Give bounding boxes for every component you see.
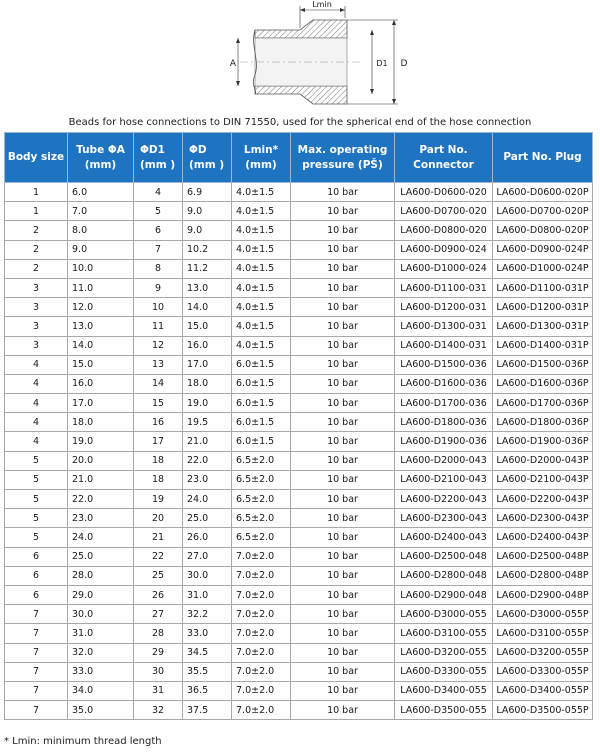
plug-cell: LA600-D1000-024P	[493, 259, 593, 278]
d1-label: D1	[376, 59, 388, 68]
tube-a-cell: 12.0	[68, 298, 134, 317]
pressure-cell: 10 bar	[291, 701, 395, 720]
d-cell: 26.0	[183, 528, 232, 547]
pressure-cell: 10 bar	[291, 259, 395, 278]
table-row	[5, 374, 593, 393]
plug-cell: LA600-D1800-036P	[493, 413, 593, 432]
spec-table	[4, 132, 593, 720]
table-row	[5, 259, 593, 278]
col-plug: Part No. Plug	[493, 133, 593, 183]
tube-a-cell: 29.0	[68, 585, 134, 604]
pressure-cell: 10 bar	[291, 662, 395, 681]
lmin-cell: 4.0±1.5	[232, 202, 291, 221]
d1-cell: 31	[134, 681, 183, 700]
lmin-cell: 6.0±1.5	[232, 394, 291, 413]
table-caption: Beads for hose connections to DIN 71550, used for the spherical end of the hose connection	[68, 117, 532, 128]
plug-cell: LA600-D2500-048P	[493, 547, 593, 566]
footnote: * Lmin: minimum thread length	[4, 736, 162, 747]
connector-cell: LA600-D0600-020	[395, 183, 493, 202]
d-cell: 27.0	[183, 547, 232, 566]
table-row	[5, 202, 593, 221]
connector-cell: LA600-D1700-036	[395, 394, 493, 413]
d1-cell: 11	[134, 317, 183, 336]
body-size-cell: 4	[5, 432, 68, 451]
body-size-cell: 1	[5, 202, 68, 221]
d-cell: 19.5	[183, 413, 232, 432]
table-row	[5, 566, 593, 585]
d-cell: 6.9	[183, 183, 232, 202]
pressure-cell: 10 bar	[291, 509, 395, 528]
d-cell: 19.0	[183, 394, 232, 413]
d1-cell: 26	[134, 585, 183, 604]
d-cell: 32.2	[183, 605, 232, 624]
d1-cell: 6	[134, 221, 183, 240]
lmin-cell: 7.0±2.0	[232, 585, 291, 604]
tube-a-cell: 14.0	[68, 336, 134, 355]
plug-cell: LA600-D1100-031P	[493, 278, 593, 297]
col-d: ΦD (mm )	[183, 133, 232, 183]
connector-cell: LA600-D1000-024	[395, 259, 493, 278]
connector-cell: LA600-D1200-031	[395, 298, 493, 317]
table-row	[5, 451, 593, 470]
table-row	[5, 490, 593, 509]
d1-cell: 13	[134, 355, 183, 374]
table-row	[5, 528, 593, 547]
tube-a-cell: 6.0	[68, 183, 134, 202]
tube-a-cell: 30.0	[68, 605, 134, 624]
connector-cell: LA600-D3100-055	[395, 624, 493, 643]
lmin-cell: 4.0±1.5	[232, 259, 291, 278]
connector-cell: LA600-D1400-031	[395, 336, 493, 355]
tube-a-cell: 33.0	[68, 662, 134, 681]
plug-cell: LA600-D1900-036P	[493, 432, 593, 451]
body-size-cell: 7	[5, 624, 68, 643]
lmin-cell: 6.5±2.0	[232, 451, 291, 470]
pressure-cell: 10 bar	[291, 470, 395, 489]
plug-cell: LA600-D0900-024P	[493, 240, 593, 259]
body-size-cell: 7	[5, 662, 68, 681]
connector-cell: LA600-D0800-020	[395, 221, 493, 240]
plug-cell: LA600-D0700-020P	[493, 202, 593, 221]
col-lmin: Lmin* (mm)	[232, 133, 291, 183]
plug-cell: LA600-D1600-036P	[493, 374, 593, 393]
col-d1: ΦD1 (mm )	[134, 133, 183, 183]
plug-cell: LA600-D3200-055P	[493, 643, 593, 662]
plug-cell: LA600-D3500-055P	[493, 701, 593, 720]
d1-cell: 30	[134, 662, 183, 681]
d-cell: 24.0	[183, 490, 232, 509]
table-row	[5, 432, 593, 451]
d1-cell: 19	[134, 490, 183, 509]
plug-cell: LA600-D1400-031P	[493, 336, 593, 355]
table-row	[5, 547, 593, 566]
d-cell: 15.0	[183, 317, 232, 336]
connector-cell: LA600-D2100-043	[395, 470, 493, 489]
pressure-cell: 10 bar	[291, 278, 395, 297]
lmin-cell: 6.5±2.0	[232, 470, 291, 489]
tube-a-cell: 15.0	[68, 355, 134, 374]
plug-cell: LA600-D2800-048P	[493, 566, 593, 585]
table-row	[5, 394, 593, 413]
connector-cell: LA600-D0700-020	[395, 202, 493, 221]
lmin-cell: 7.0±2.0	[232, 643, 291, 662]
lmin-cell: 4.0±1.5	[232, 317, 291, 336]
pressure-cell: 10 bar	[291, 451, 395, 470]
body-size-cell: 5	[5, 470, 68, 489]
tube-a-cell: 11.0	[68, 278, 134, 297]
body-size-cell: 7	[5, 701, 68, 720]
tube-a-cell: 32.0	[68, 643, 134, 662]
plug-cell: LA600-D0600-020P	[493, 183, 593, 202]
table-body	[5, 183, 593, 720]
col-pressure: Max. operating pressure (PŠ)	[291, 133, 395, 183]
pressure-cell: 10 bar	[291, 681, 395, 700]
body-size-cell: 2	[5, 259, 68, 278]
tube-a-cell: 13.0	[68, 317, 134, 336]
d1-cell: 29	[134, 643, 183, 662]
pressure-cell: 10 bar	[291, 490, 395, 509]
col-connector: Part No. Connector	[395, 133, 493, 183]
d1-cell: 18	[134, 470, 183, 489]
pressure-cell: 10 bar	[291, 547, 395, 566]
pressure-cell: 10 bar	[291, 624, 395, 643]
lmin-cell: 7.0±2.0	[232, 624, 291, 643]
body-size-cell: 3	[5, 298, 68, 317]
connector-cell: LA600-D3300-055	[395, 662, 493, 681]
d1-cell: 25	[134, 566, 183, 585]
d-cell: 34.5	[183, 643, 232, 662]
lmin-cell: 7.0±2.0	[232, 547, 291, 566]
d-cell: 13.0	[183, 278, 232, 297]
d-cell: 31.0	[183, 585, 232, 604]
lmin-cell: 7.0±2.0	[232, 681, 291, 700]
plug-cell: LA600-D2100-043P	[493, 470, 593, 489]
col-tube-a: Tube ΦA (mm)	[68, 133, 134, 183]
lmin-cell: 7.0±2.0	[232, 566, 291, 585]
plug-cell: LA600-D3100-055P	[493, 624, 593, 643]
pressure-cell: 10 bar	[291, 298, 395, 317]
pressure-cell: 10 bar	[291, 585, 395, 604]
d1-cell: 18	[134, 451, 183, 470]
body-size-cell: 5	[5, 490, 68, 509]
pressure-cell: 10 bar	[291, 336, 395, 355]
connector-cell: LA600-D1800-036	[395, 413, 493, 432]
table-row	[5, 605, 593, 624]
d1-cell: 21	[134, 528, 183, 547]
lmin-cell: 4.0±1.5	[232, 278, 291, 297]
d1-cell: 7	[134, 240, 183, 259]
connector-cell: LA600-D2300-043	[395, 509, 493, 528]
d-label: D	[400, 59, 408, 69]
plug-cell: LA600-D2200-043P	[493, 490, 593, 509]
d-cell: 35.5	[183, 662, 232, 681]
tube-a-cell: 20.0	[68, 451, 134, 470]
connector-cell: LA600-D3200-055	[395, 643, 493, 662]
plug-cell: LA600-D2400-043P	[493, 528, 593, 547]
lmin-cell: 4.0±1.5	[232, 298, 291, 317]
body-size-cell: 3	[5, 278, 68, 297]
pressure-cell: 10 bar	[291, 240, 395, 259]
d1-cell: 22	[134, 547, 183, 566]
d1-cell: 12	[134, 336, 183, 355]
d1-cell: 14	[134, 374, 183, 393]
body-size-cell: 1	[5, 183, 68, 202]
pressure-cell: 10 bar	[291, 317, 395, 336]
connector-cell: LA600-D2800-048	[395, 566, 493, 585]
header-row	[5, 133, 593, 183]
tube-a-cell: 19.0	[68, 432, 134, 451]
body-size-cell: 7	[5, 681, 68, 700]
pressure-cell: 10 bar	[291, 221, 395, 240]
body-size-cell: 3	[5, 317, 68, 336]
d-cell: 37.5	[183, 701, 232, 720]
lmin-cell: 7.0±2.0	[232, 701, 291, 720]
d-cell: 25.0	[183, 509, 232, 528]
table-row	[5, 221, 593, 240]
connector-cell: LA600-D1300-031	[395, 317, 493, 336]
connector-cell: LA600-D3000-055	[395, 605, 493, 624]
plug-cell: LA600-D1700-036P	[493, 394, 593, 413]
tube-a-cell: 28.0	[68, 566, 134, 585]
body-size-cell: 6	[5, 547, 68, 566]
table-row	[5, 413, 593, 432]
lmin-cell: 6.5±2.0	[232, 528, 291, 547]
plug-cell: LA600-D1500-036P	[493, 355, 593, 374]
body-size-cell: 6	[5, 585, 68, 604]
connector-cell: LA600-D2900-048	[395, 585, 493, 604]
pressure-cell: 10 bar	[291, 528, 395, 547]
d-cell: 33.0	[183, 624, 232, 643]
lmin-cell: 6.5±2.0	[232, 490, 291, 509]
tube-a-cell: 9.0	[68, 240, 134, 259]
tube-wall-top	[255, 20, 347, 38]
pressure-cell: 10 bar	[291, 202, 395, 221]
lmin-cell: 7.0±2.0	[232, 605, 291, 624]
d1-cell: 27	[134, 605, 183, 624]
d-cell: 23.0	[183, 470, 232, 489]
plug-cell: LA600-D3400-055P	[493, 681, 593, 700]
body-size-cell: 5	[5, 451, 68, 470]
lmin-cell: 6.0±1.5	[232, 413, 291, 432]
table-row	[5, 355, 593, 374]
table-row	[5, 509, 593, 528]
tube-a-cell: 24.0	[68, 528, 134, 547]
bead-drawing	[0, 0, 600, 112]
d-cell: 9.0	[183, 221, 232, 240]
lmin-label: Lmin	[312, 0, 332, 9]
d-cell: 9.0	[183, 202, 232, 221]
body-size-cell: 6	[5, 566, 68, 585]
body-size-cell: 5	[5, 509, 68, 528]
connector-cell: LA600-D2500-048	[395, 547, 493, 566]
connector-cell: LA600-D1100-031	[395, 278, 493, 297]
tube-a-cell: 17.0	[68, 394, 134, 413]
lmin-cell: 6.0±1.5	[232, 374, 291, 393]
d-cell: 17.0	[183, 355, 232, 374]
tube-a-cell: 16.0	[68, 374, 134, 393]
col-body-size: Body size	[5, 133, 68, 183]
d1-cell: 8	[134, 259, 183, 278]
tube-a-cell: 10.0	[68, 259, 134, 278]
tube-a-cell: 8.0	[68, 221, 134, 240]
tube-a-cell: 23.0	[68, 509, 134, 528]
table-row	[5, 681, 593, 700]
pressure-cell: 10 bar	[291, 355, 395, 374]
connector-cell: LA600-D2200-043	[395, 490, 493, 509]
table-row	[5, 585, 593, 604]
d-cell: 21.0	[183, 432, 232, 451]
tube-a-cell: 25.0	[68, 547, 134, 566]
plug-cell: LA600-D1200-031P	[493, 298, 593, 317]
connector-cell: LA600-D3500-055	[395, 701, 493, 720]
d1-cell: 17	[134, 432, 183, 451]
table-row	[5, 183, 593, 202]
body-size-cell: 4	[5, 413, 68, 432]
pressure-cell: 10 bar	[291, 643, 395, 662]
d1-cell: 10	[134, 298, 183, 317]
lmin-cell: 6.0±1.5	[232, 355, 291, 374]
table-row	[5, 643, 593, 662]
table-row	[5, 317, 593, 336]
table-row	[5, 662, 593, 681]
plug-cell: LA600-D3300-055P	[493, 662, 593, 681]
pressure-cell: 10 bar	[291, 605, 395, 624]
d1-cell: 32	[134, 701, 183, 720]
d-cell: 11.2	[183, 259, 232, 278]
connector-cell: LA600-D1600-036	[395, 374, 493, 393]
a-label: A	[229, 59, 237, 69]
connector-cell: LA600-D2400-043	[395, 528, 493, 547]
connector-cell: LA600-D1900-036	[395, 432, 493, 451]
plug-cell: LA600-D0800-020P	[493, 221, 593, 240]
table-row	[5, 240, 593, 259]
d1-cell: 9	[134, 278, 183, 297]
plug-cell: LA600-D2300-043P	[493, 509, 593, 528]
lmin-cell: 4.0±1.5	[232, 240, 291, 259]
table-row	[5, 336, 593, 355]
d-cell: 30.0	[183, 566, 232, 585]
tube-a-cell: 34.0	[68, 681, 134, 700]
lmin-cell: 6.5±2.0	[232, 509, 291, 528]
body-size-cell: 7	[5, 605, 68, 624]
tube-wall-bottom	[255, 86, 347, 104]
tube-a-cell: 31.0	[68, 624, 134, 643]
d1-cell: 15	[134, 394, 183, 413]
lmin-cell: 7.0±2.0	[232, 662, 291, 681]
table-row	[5, 278, 593, 297]
d-cell: 14.0	[183, 298, 232, 317]
connector-cell: LA600-D3400-055	[395, 681, 493, 700]
lmin-cell: 4.0±1.5	[232, 183, 291, 202]
d1-cell: 28	[134, 624, 183, 643]
tube-a-cell: 18.0	[68, 413, 134, 432]
body-size-cell: 3	[5, 336, 68, 355]
pressure-cell: 10 bar	[291, 566, 395, 585]
d-cell: 10.2	[183, 240, 232, 259]
lmin-cell: 4.0±1.5	[232, 221, 291, 240]
plug-cell: LA600-D2900-048P	[493, 585, 593, 604]
connector-cell: LA600-D0900-024	[395, 240, 493, 259]
table-row	[5, 470, 593, 489]
body-size-cell: 4	[5, 355, 68, 374]
body-size-cell: 2	[5, 240, 68, 259]
table-row	[5, 701, 593, 720]
tube-a-cell: 22.0	[68, 490, 134, 509]
body-size-cell: 7	[5, 643, 68, 662]
body-size-cell: 4	[5, 374, 68, 393]
d1-cell: 16	[134, 413, 183, 432]
tube-a-cell: 35.0	[68, 701, 134, 720]
pressure-cell: 10 bar	[291, 183, 395, 202]
tube-a-cell: 21.0	[68, 470, 134, 489]
body-size-cell: 2	[5, 221, 68, 240]
tube-a-cell: 7.0	[68, 202, 134, 221]
pressure-cell: 10 bar	[291, 394, 395, 413]
d1-cell: 4	[134, 183, 183, 202]
d-cell: 22.0	[183, 451, 232, 470]
plug-cell: LA600-D1300-031P	[493, 317, 593, 336]
plug-cell: LA600-D3000-055P	[493, 605, 593, 624]
d-cell: 36.5	[183, 681, 232, 700]
lmin-cell: 4.0±1.5	[232, 336, 291, 355]
d-cell: 18.0	[183, 374, 232, 393]
body-size-cell: 4	[5, 394, 68, 413]
table-row	[5, 298, 593, 317]
connector-cell: LA600-D2000-043	[395, 451, 493, 470]
pressure-cell: 10 bar	[291, 432, 395, 451]
d1-cell: 5	[134, 202, 183, 221]
pressure-cell: 10 bar	[291, 413, 395, 432]
plug-cell: LA600-D2000-043P	[493, 451, 593, 470]
d-cell: 16.0	[183, 336, 232, 355]
lmin-cell: 6.0±1.5	[232, 432, 291, 451]
table-row	[5, 624, 593, 643]
pressure-cell: 10 bar	[291, 374, 395, 393]
connector-cell: LA600-D1500-036	[395, 355, 493, 374]
d1-cell: 20	[134, 509, 183, 528]
body-size-cell: 5	[5, 528, 68, 547]
